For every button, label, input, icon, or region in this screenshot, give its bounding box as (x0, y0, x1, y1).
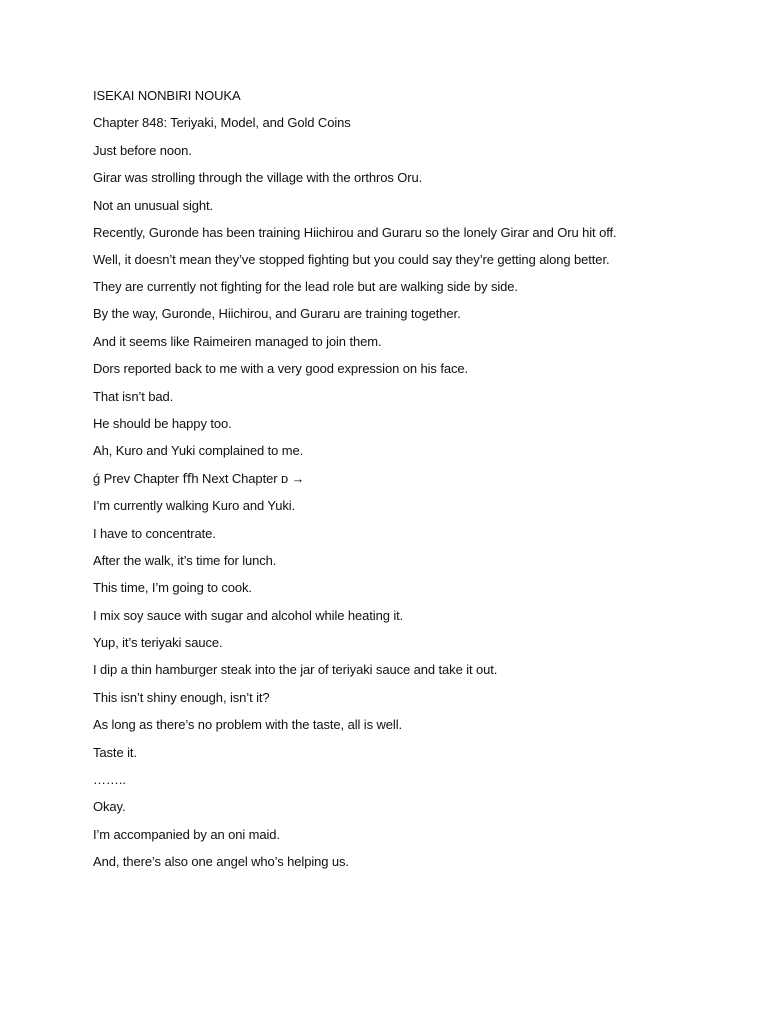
paragraph: He should be happy too. (93, 415, 232, 431)
paragraph: They are currently not fighting for the lead role but are walking side by side. (93, 278, 518, 294)
paragraph: After the walk, it’s time for lunch. (93, 552, 277, 568)
paragraph: Dors reported back to me with a very good expression on his face. (93, 361, 469, 377)
paragraph: This time, I’m going to cook. (93, 580, 252, 596)
paragraph: Girar was strolling through the village with the orthros Oru. (93, 170, 423, 186)
paragraph: Yup, it’s teriyaki sauce. (93, 635, 223, 651)
document-body (93, 86, 693, 880)
paragraph: As long as there’s no problem with the taste, all is well. (93, 717, 403, 733)
paragraph: I’m currently walking Kuro and Yuki. (93, 498, 296, 514)
paragraph: Ah, Kuro and Yuki complained to me. (93, 443, 304, 459)
paragraph: Taste it. (93, 744, 137, 760)
paragraph: Recently, Guronde has been training Hiichirou and Guraru so the lonely Girar and Oru hit off. (93, 224, 617, 240)
series-title: ISEKAI NONBIRI NOUKA (93, 88, 241, 103)
paragraph: I have to concentrate. (93, 525, 216, 541)
chapter-navigation: ǵ Prev Chapter ﬀh Next Chapter ᴅ → (93, 470, 305, 486)
paragraph: And, there’s also one angel who’s helping us. (93, 854, 349, 870)
paragraph: And it seems like Raimeiren managed to join them. (93, 333, 382, 349)
paragraph: Just before noon. (93, 142, 192, 158)
paragraph: I dip a thin hamburger steak into the jar of teriyaki sauce and take it out. (93, 662, 498, 678)
paragraph: By the way, Guronde, Hiichirou, and Guraru are training together. (93, 306, 461, 322)
paragraph: …….. (93, 772, 126, 788)
paragraph: That isn’t bad. (93, 388, 174, 404)
paragraph: I mix soy sauce with sugar and alcohol while heating it. (93, 607, 404, 623)
chapter-title: Chapter 848: Teriyaki, Model, and Gold Coins (93, 115, 351, 131)
paragraph: Okay. (93, 799, 126, 815)
paragraph: Well, it doesn’t mean they’ve stopped fighting but you could say they’re getting along better. (93, 251, 610, 267)
paragraph: Not an unusual sight. (93, 197, 214, 213)
paragraph: This isn’t shiny enough, isn’t it? (93, 689, 270, 705)
paragraph: I’m accompanied by an oni maid. (93, 826, 280, 842)
